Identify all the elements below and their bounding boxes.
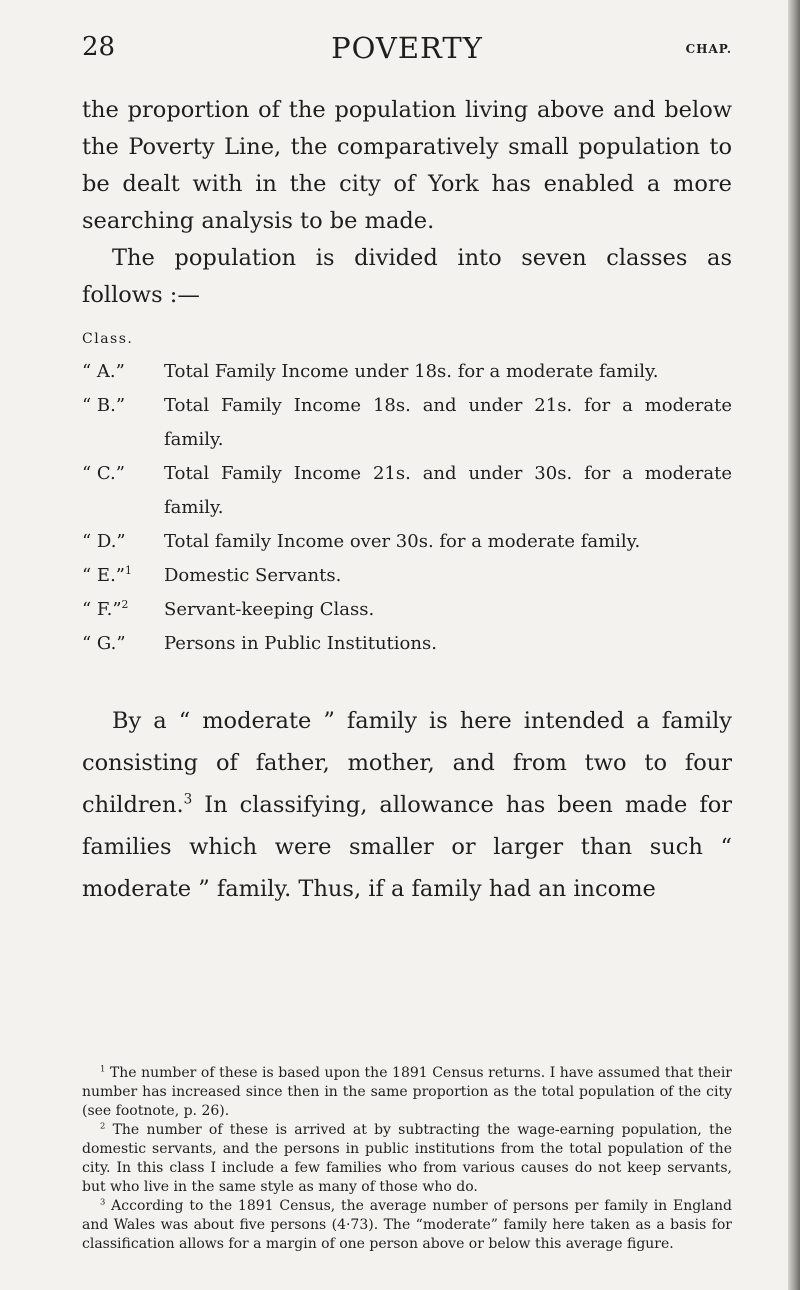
- class-label: “ D.”: [82, 531, 126, 552]
- class-label: “ C.”: [82, 463, 125, 484]
- class-label: “ F.”$^2$: [82, 598, 129, 620]
- class-description: Persons in Public Institutions.: [164, 633, 437, 654]
- class-description: Servant-keeping Class.: [164, 599, 375, 620]
- running-header: [82, 0, 732, 65]
- class-label: “ E.”$^1$: [82, 564, 132, 586]
- class-description: Total Family Income 21s. and under 30s. for a moderate family.: [164, 463, 732, 518]
- class-label: “ B.”: [82, 395, 126, 416]
- class-label: “ A.”: [82, 361, 125, 382]
- class-item-g: [82, 627, 732, 661]
- class-item-d: [82, 525, 732, 559]
- class-description: Total Family Income 18s. and under 21s. for a moderate family.: [164, 395, 732, 450]
- intro-paragraph-2: The population is divided into seven classes as follows :—: [82, 245, 732, 308]
- footnote-3: $^3$ According to the 1891 Census, the average number of persons per family in England and Wales was about five persons (4·73). The “moderate” family here taken as a basis for classification allows for a margin of one person above or below this average figure.: [82, 1196, 733, 1252]
- intro-paragraph-1: the proportion of the population living above and below the Poverty Line, the comparatively small population to be dealt with in the city of York has enabled a more searching analysis to be made.: [82, 97, 732, 234]
- class-item-f: [82, 593, 732, 627]
- footnote-marker: 3: [183, 791, 193, 808]
- class-description: Domestic Servants.: [164, 565, 342, 586]
- page-edge-shadow: [788, 0, 800, 1290]
- class-description: Total Family Income under 18s. for a moderate family.: [164, 361, 659, 382]
- footnote-number: 3: [100, 1196, 106, 1207]
- class-item-b: [82, 389, 732, 457]
- running-title: POVERTY: [331, 31, 483, 65]
- class-item-c: [82, 457, 732, 525]
- footnote-number: 1: [100, 1063, 106, 1074]
- class-label: “ G.”: [82, 633, 126, 654]
- chapter-label: CHAP.: [685, 42, 732, 56]
- class-list-heading: Class.: [82, 331, 134, 347]
- class-description: Total family Income over 30s. for a moderate family.: [164, 531, 641, 552]
- footnotes: [82, 1064, 732, 1254]
- class-item-e: [82, 559, 732, 593]
- book-page: [82, 0, 733, 1252]
- footnote-1: $^1$ The number of these is based upon the 1891 Census returns. I have assumed that their number has increased since then in the same proportion as the total population of the city (see footnote, p. 26).: [82, 1063, 732, 1119]
- moderate-family-paragraph: By a “ moderate ” family is here intended a family consisting of father, mother, and from two to four children.$^3$ In classifying, allowance has been made for families which were smaller or larger than such “ moderate ” family. Thus, if a family had an income: [82, 708, 732, 902]
- footnote-marker: 1: [125, 564, 132, 577]
- class-item-a: [82, 355, 732, 389]
- footnote-number: 2: [100, 1120, 106, 1131]
- body-paragraph: [82, 700, 732, 910]
- footnote-marker: 2: [121, 598, 129, 611]
- class-list: [82, 355, 732, 661]
- footnote-2: $^2$ The number of these is arrived at by subtracting the wage-earning population, the domestic servants, and the persons in public institutions from the total population of the city. In this class I include a few families who from various causes do not keep servants, but who live in the same style as many of those who do.: [82, 1120, 732, 1195]
- page-number: 28: [82, 32, 116, 62]
- intro-text: [82, 92, 732, 314]
